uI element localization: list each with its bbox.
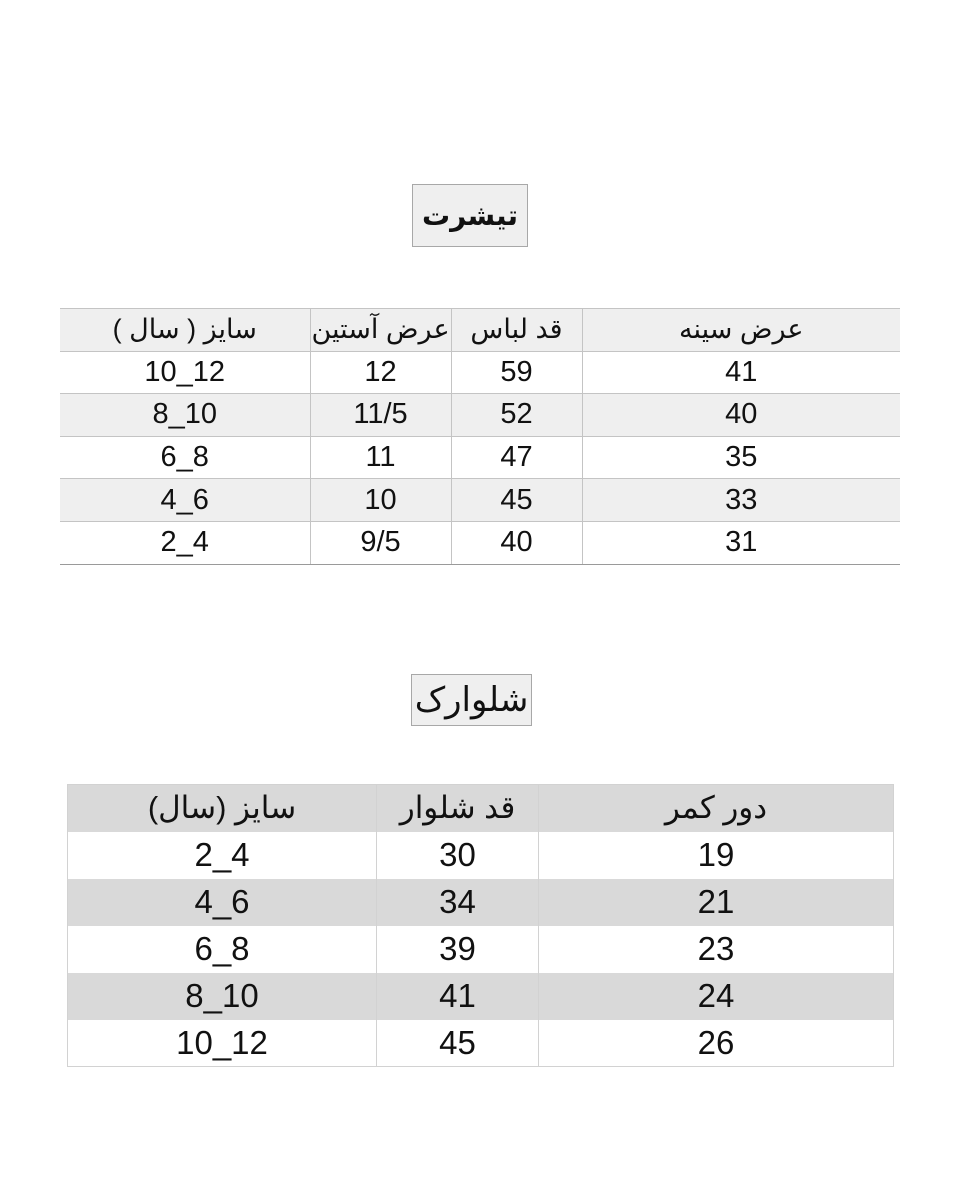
cell-length: 47 — [451, 436, 582, 479]
cell-pants-length: 39 — [377, 926, 539, 973]
table-row — [60, 521, 900, 564]
header-waist: دور کمر — [539, 785, 894, 832]
table-row — [60, 436, 900, 479]
cell-size: 8_10 — [68, 973, 377, 1020]
header-pants-length: قد شلوار — [377, 785, 539, 832]
cell-sleeve-width: 12 — [310, 351, 451, 394]
cell-sleeve-width: 9/5 — [310, 521, 451, 564]
cell-size: 8_10 — [60, 394, 310, 437]
table-row — [68, 926, 894, 973]
cell-chest-width: 31 — [582, 521, 900, 564]
table-header-row — [68, 785, 894, 832]
table-row — [60, 394, 900, 437]
cell-waist: 24 — [539, 973, 894, 1020]
cell-size: 2_4 — [60, 521, 310, 564]
header-sleeve-width: عرض آستین — [310, 309, 451, 352]
table-header-row — [60, 309, 900, 352]
cell-size: 2_4 — [68, 832, 377, 879]
header-size: سایز (سال) — [68, 785, 377, 832]
table-row — [60, 351, 900, 394]
table-row — [60, 479, 900, 522]
cell-pants-length: 41 — [377, 973, 539, 1020]
header-size: سایز ( سال ) — [60, 309, 310, 352]
cell-size: 10_12 — [68, 1020, 377, 1067]
table-row — [68, 973, 894, 1020]
header-length: قد لباس — [451, 309, 582, 352]
table-row — [68, 832, 894, 879]
cell-pants-length: 30 — [377, 832, 539, 879]
cell-size: 6_8 — [60, 436, 310, 479]
cell-sleeve-width: 11/5 — [310, 394, 451, 437]
cell-pants-length: 45 — [377, 1020, 539, 1067]
tshirt-title: تیشرت — [412, 184, 528, 247]
cell-sleeve-width: 11 — [310, 436, 451, 479]
cell-chest-width: 40 — [582, 394, 900, 437]
shorts-size-table — [67, 784, 894, 1067]
table-row — [68, 1020, 894, 1067]
cell-length: 52 — [451, 394, 582, 437]
cell-length: 45 — [451, 479, 582, 522]
header-chest-width: عرض سینه — [582, 309, 900, 352]
cell-pants-length: 34 — [377, 879, 539, 926]
cell-size: 4_6 — [60, 479, 310, 522]
cell-waist: 26 — [539, 1020, 894, 1067]
cell-sleeve-width: 10 — [310, 479, 451, 522]
cell-length: 59 — [451, 351, 582, 394]
cell-length: 40 — [451, 521, 582, 564]
tshirt-size-table — [60, 308, 900, 565]
cell-chest-width: 35 — [582, 436, 900, 479]
cell-size: 10_12 — [60, 351, 310, 394]
cell-size: 4_6 — [68, 879, 377, 926]
cell-waist: 21 — [539, 879, 894, 926]
table-row — [68, 879, 894, 926]
cell-chest-width: 33 — [582, 479, 900, 522]
cell-waist: 19 — [539, 832, 894, 879]
cell-chest-width: 41 — [582, 351, 900, 394]
cell-waist: 23 — [539, 926, 894, 973]
shorts-title: شلوارک — [411, 674, 532, 726]
cell-size: 6_8 — [68, 926, 377, 973]
